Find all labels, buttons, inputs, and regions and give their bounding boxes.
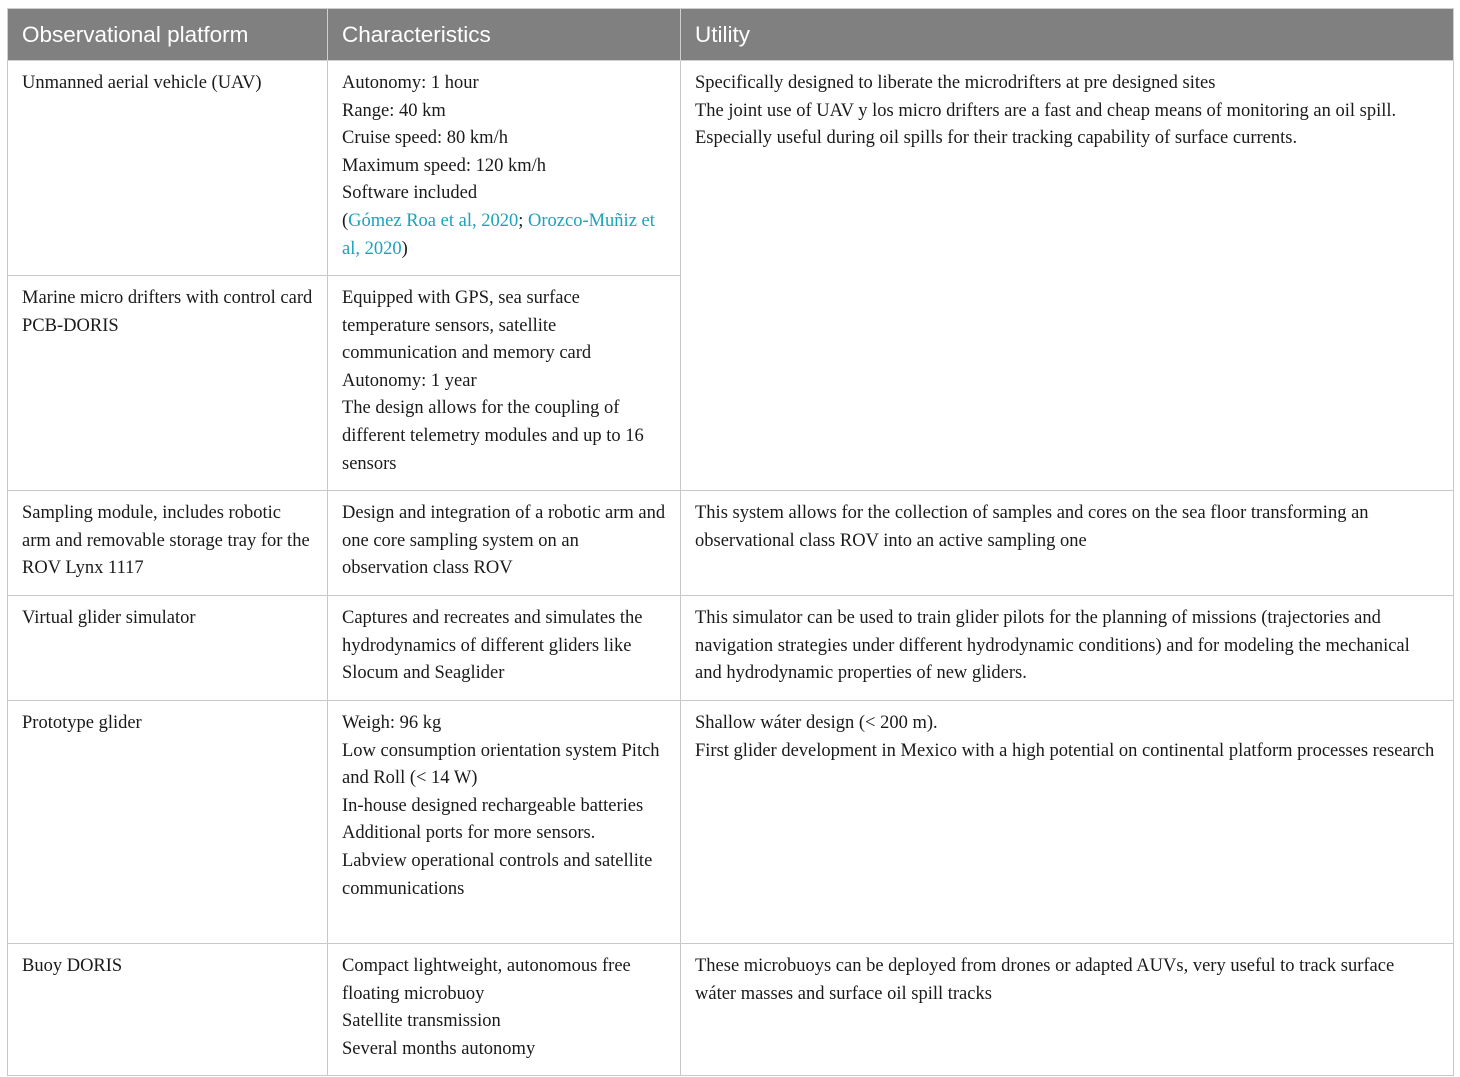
characteristic-line: Compact lightweight, autonomous free floating microbuoy xyxy=(342,956,631,1004)
utility-line: These microbuoys can be deployed from drones or adapted AUVs, very useful to track surface wáter masses and surface oil spill tracks xyxy=(695,956,1395,1004)
platform-cell: Prototype glider xyxy=(8,701,328,944)
table-row xyxy=(8,701,1454,944)
characteristics-cell xyxy=(328,61,681,276)
citation-open: ( xyxy=(342,210,349,231)
table-row xyxy=(8,596,1454,701)
characteristic-line: Labview operational controls and satellite communications xyxy=(342,850,653,899)
table-row xyxy=(8,61,1454,276)
header-row xyxy=(8,9,1454,61)
characteristic-line: Design and integration of a robotic arm and one core sampling system on an observation class ROV xyxy=(342,503,666,579)
platform-cell: Virtual glider simulator xyxy=(8,596,328,701)
platform-cell: Unmanned aerial vehicle (UAV) xyxy=(8,61,328,276)
citation-link-orozco-muniz[interactable]: Orozco-Muñiz et al, 2020 xyxy=(342,210,655,259)
characteristic-line: Autonomy: 1 year xyxy=(342,370,477,391)
utility-line: This system allows for the collection of samples and cores on the sea floor transforming an observational class ROV into an active sampling one xyxy=(695,503,1369,551)
utility-line: First glider development in Mexico with a high potential on continental platform processes research xyxy=(695,740,1435,761)
characteristic-line: Satellite transmission xyxy=(342,1011,501,1032)
characteristic-line: Captures and recreates and simulates the hydrodynamics of different gliders like Slocum and Seaglider xyxy=(342,608,643,684)
characteristic-line: Range: 40 km xyxy=(342,100,446,121)
characteristic-line: Equipped with GPS, sea surface temperature sensors, satellite communication and memory card xyxy=(342,288,592,364)
characteristic-line: Maximum speed: 120 km/h xyxy=(342,155,546,176)
characteristics-cell xyxy=(328,491,681,596)
citation-close: ) xyxy=(401,238,408,259)
citation-link-gomez-roa[interactable]: Gómez Roa et al, 2020 xyxy=(348,210,519,231)
characteristics-cell xyxy=(328,944,681,1076)
utility-line: The joint use of UAV y los micro drifters are a fast and cheap means of monitoring an oil spill. Especially useful during oil spills for their tracking capability of surface currents. xyxy=(695,100,1397,149)
platform-cell: Sampling module, includes robotic arm and removable storage tray for the ROV Lynx 1117 xyxy=(8,491,328,596)
characteristic-line: Cruise speed: 80 km/h xyxy=(342,128,508,149)
platform-cell: Marine micro drifters with control card PCB-DORIS xyxy=(8,276,328,491)
characteristic-line: Autonomy: 1 hour xyxy=(342,73,479,93)
utility-line: Shallow wáter design (< 200 m). xyxy=(695,713,938,733)
platform-cell: Buoy DORIS xyxy=(8,944,328,1076)
citation xyxy=(342,208,666,263)
platforms-table xyxy=(7,8,1454,1076)
table-row xyxy=(8,491,1454,596)
characteristic-line: Low consumption orientation system Pitch and Roll (< 14 W) xyxy=(342,740,660,789)
characteristic-line: Weigh: 96 kg xyxy=(342,713,442,733)
characteristic-line: Additional ports for more sensors. xyxy=(342,823,596,844)
utility-cell xyxy=(681,61,1454,491)
utility-cell xyxy=(681,701,1454,944)
utility-line: Specifically designed to liberate the microdrifters at pre designed sites xyxy=(695,73,1216,93)
table-row xyxy=(8,944,1454,1076)
utility-cell xyxy=(681,944,1454,1076)
characteristic-line: In-house designed rechargeable batteries xyxy=(342,795,644,816)
characteristics-cell xyxy=(328,596,681,701)
characteristic-line: Several months autonomy xyxy=(342,1038,536,1059)
characteristics-cell xyxy=(328,276,681,491)
header-characteristics: Characteristics xyxy=(328,9,681,61)
header-observational-platform: Observational platform xyxy=(8,9,328,61)
header-utility: Utility xyxy=(681,9,1454,61)
utility-cell xyxy=(681,596,1454,701)
characteristics-cell xyxy=(328,701,681,944)
characteristic-line: Software included xyxy=(342,183,478,204)
citation-separator: ; xyxy=(518,210,528,231)
utility-line: This simulator can be used to train glider pilots for the planning of missions (trajectories and navigation strategies under different hydrodynamic conditions) and for modeling the mechanical and hydrodynamic properties of new gliders. xyxy=(695,608,1410,684)
characteristic-line: The design allows for the coupling of different telemetry modules and up to 16 sensors xyxy=(342,398,644,474)
utility-cell xyxy=(681,491,1454,596)
